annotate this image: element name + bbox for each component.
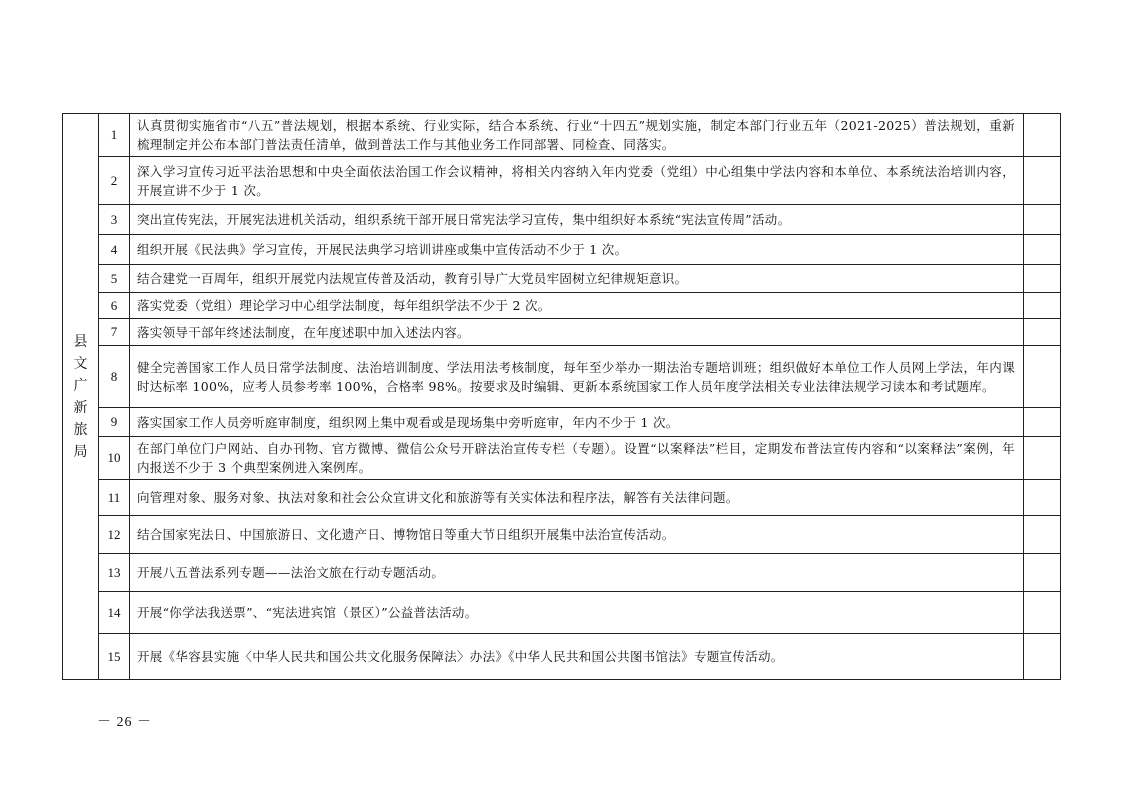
row-number: 13 xyxy=(99,554,130,592)
row-number: 14 xyxy=(99,592,130,634)
task-text: 向管理对象、服务对象、执法对象和社会公众宣讲文化和旅游等有关实体法和程序法，解答有关法律问题。 xyxy=(130,480,1024,516)
remark-cell xyxy=(1024,293,1061,319)
row-number: 10 xyxy=(99,437,130,480)
row-number: 2 xyxy=(99,157,130,205)
table-body xyxy=(63,114,1061,680)
table-row xyxy=(63,346,1061,408)
table-row xyxy=(63,554,1061,592)
table-row xyxy=(63,293,1061,319)
task-text: 落实领导干部年终述法制度，在年度述职中加入述法内容。 xyxy=(130,319,1024,346)
row-number: 9 xyxy=(99,408,130,437)
remark-cell xyxy=(1024,480,1061,516)
task-text: 在部门单位门户网站、自办刊物、官方微博、微信公众号开辟法治宣传专栏（专题）。设置“以案释法”栏目，定期发布普法宣传内容和“以案释法”案例，年内报送不少于 3 个典型案例进入案例库。 xyxy=(130,437,1024,480)
task-text: 健全完善国家工作人员日常学法制度、法治培训制度、学法用法考核制度，每年至少举办一期法治专题培训班；组织做好本单位工作人员网上学法，年内课时达标率 100%，应考人员参考率 100%，合格率 98%。按要求及时编辑、更新本系统国家工作人员年度学法相关专业法律法规学习读本和考试题库。 xyxy=(130,346,1024,408)
table-row xyxy=(63,157,1061,205)
row-number: 4 xyxy=(99,235,130,265)
row-number: 11 xyxy=(99,480,130,516)
task-text: 深入学习宣传习近平法治思想和中央全面依法治国工作会议精神，将相关内容纳入年内党委（党组）中心组集中学法内容和本单位、本系统法治培训内容，开展宣讲不少于 1 次。 xyxy=(130,157,1024,205)
task-text: 落实国家工作人员旁听庭审制度，组织网上集中观看或是现场集中旁听庭审，年内不少于 1 次。 xyxy=(130,408,1024,437)
remark-cell xyxy=(1024,346,1061,408)
row-number: 7 xyxy=(99,319,130,346)
remark-cell xyxy=(1024,157,1061,205)
remark-cell xyxy=(1024,235,1061,265)
table-row xyxy=(63,205,1061,235)
task-text: 结合国家宪法日、中国旅游日、文化遗产日、博物馆日等重大节日组织开展集中法治宣传活动。 xyxy=(130,516,1024,554)
table-row xyxy=(63,592,1061,634)
table-row xyxy=(63,235,1061,265)
task-text: 认真贯彻实施省市“八五”普法规划，根据本系统、行业实际，结合本系统、行业“十四五”规划实施，制定本部门行业五年（2021-2025）普法规划，重新梳理制定并公布本部门普法责任清单，做到普法工作与其他业务工作同部署、同检查、同落实。 xyxy=(130,114,1024,157)
table-row xyxy=(63,408,1061,437)
remark-cell xyxy=(1024,319,1061,346)
row-number: 8 xyxy=(99,346,130,408)
table-row xyxy=(63,319,1061,346)
page-number: － 26 － xyxy=(97,715,152,730)
task-text: 落实党委（党组）理论学习中心组学法制度，每年组织学法不少于 2 次。 xyxy=(130,293,1024,319)
row-number: 1 xyxy=(99,114,130,157)
remark-cell xyxy=(1024,437,1061,480)
remark-cell xyxy=(1024,205,1061,235)
department-name: 县文广新旅局 xyxy=(73,333,88,460)
table-row xyxy=(63,114,1061,157)
table-row xyxy=(63,437,1061,480)
remark-cell xyxy=(1024,554,1061,592)
remark-cell xyxy=(1024,592,1061,634)
task-text: 结合建党一百周年，组织开展党内法规宣传普及活动，教育引导广大党员牢固树立纪律规矩意识。 xyxy=(130,265,1024,293)
task-text: 开展《华容县实施〈中华人民共和国公共文化服务保障法〉办法》《中华人民共和国公共图书馆法》专题宣传活动。 xyxy=(130,634,1024,680)
row-number: 15 xyxy=(99,634,130,680)
remark-cell xyxy=(1024,265,1061,293)
remark-cell xyxy=(1024,634,1061,680)
remark-cell xyxy=(1024,516,1061,554)
table-row xyxy=(63,480,1061,516)
row-number: 5 xyxy=(99,265,130,293)
department-cell xyxy=(63,114,99,680)
task-text: 开展“你学法我送票”、“宪法进宾馆（景区）”公益普法活动。 xyxy=(130,592,1024,634)
task-text: 组织开展《民法典》学习宣传，开展民法典学习培训讲座或集中宣传活动不少于 1 次。 xyxy=(130,235,1024,265)
task-text: 突出宣传宪法，开展宪法进机关活动，组织系统干部开展日常宪法学习宣传，集中组织好本系统“宪法宣传周”活动。 xyxy=(130,205,1024,235)
table-row xyxy=(63,516,1061,554)
remark-cell xyxy=(1024,408,1061,437)
row-number: 3 xyxy=(99,205,130,235)
row-number: 6 xyxy=(99,293,130,319)
table-row xyxy=(63,634,1061,680)
table-row xyxy=(63,265,1061,293)
remark-cell xyxy=(1024,114,1061,157)
task-table xyxy=(62,113,1061,680)
task-text: 开展八五普法系列专题——法治文旅在行动专题活动。 xyxy=(130,554,1024,592)
row-number: 12 xyxy=(99,516,130,554)
